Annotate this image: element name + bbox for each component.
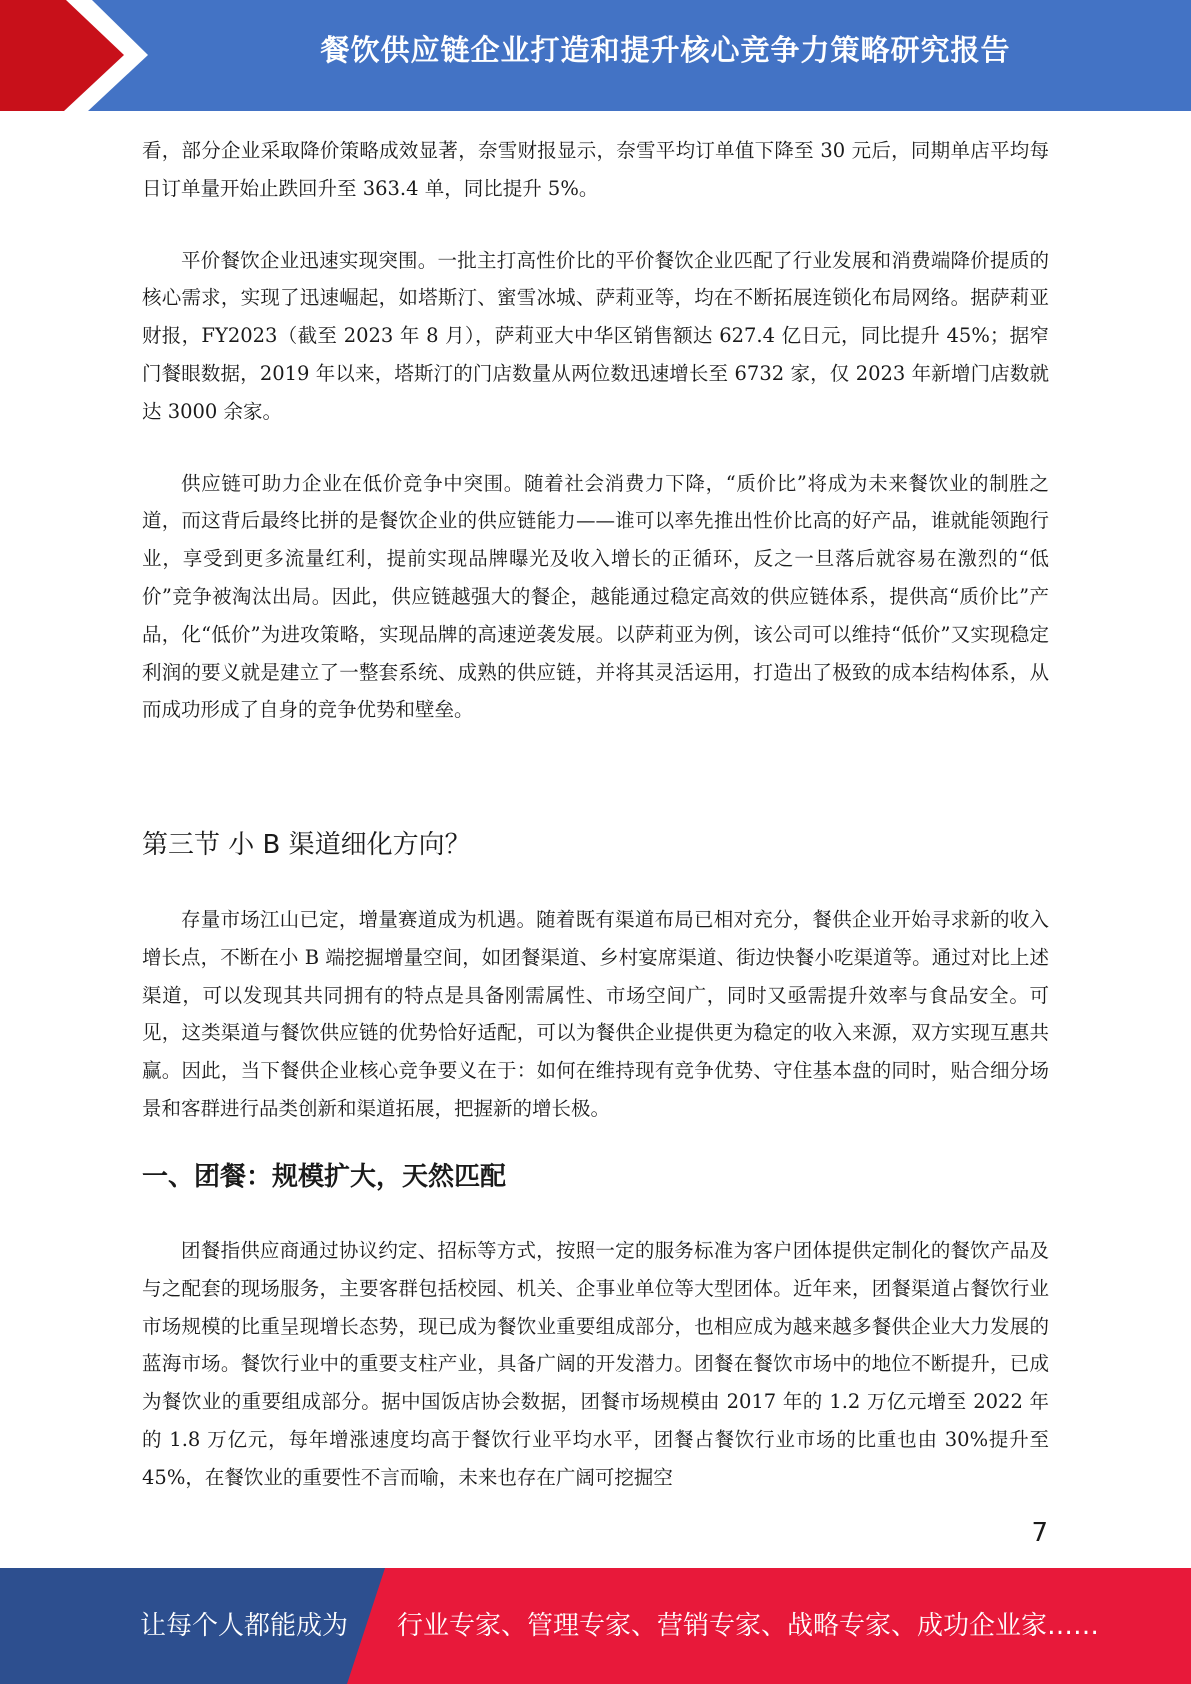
report-title: 餐饮供应链企业打造和提升核心竞争力策略研究报告 bbox=[320, 33, 1011, 67]
paragraph-incremental-market: 存量市场江山已定，增量赛道成为机遇。随着既有渠道布局已相对充分，餐供企业开始寻求新的收入增长点，不断在小 B 端挖掘增量空间，如团餐渠道、乡村宴席渠道、街边快餐小吃渠道等。通过对比上述渠道，可以发现其共同拥有的特点是具备刚需属性、市场空间广，同时又亟需提升效率与食品安全。可见，这类渠道与餐饮供应链的优势恰好适配，可以为餐供企业提供更为稳定的收入来源，双方实现互惠共赢。因此，当下餐供企业核心竞争要义在于：如何在维持现有竞争优势、守住基本盘的同时，贴合细分场景和客群进行品类创新和渠道拓展，把握新的增长极。 bbox=[142, 908, 1049, 1120]
footer-slogan-left: 让每个人都能成为 bbox=[140, 1611, 349, 1641]
section-content bbox=[142, 901, 1049, 1128]
header-arrow-decoration bbox=[0, 0, 160, 111]
paragraph-supply-chain: 供应链可助力企业在低价竞争中突围。随着社会消费力下降，“质价比”将成为未来餐饮业的制胜之道，而这背后最终比拼的是餐饮企业的供应链能力——谁可以率先推出性价比高的好产品，谁就能领跑行业，享受到更多流量红利，提前实现品牌曝光及收入增长的正循环，反之一旦落后就容易在激烈的“低价”竞争被淘汰出局。因此，供应链越强大的餐企，越能通过稳定高效的供应链体系，提供高“质价比”产品，化“低价”为进攻策略，实现品牌的高速逆袭发展。以萨莉亚为例，该公司可以维持“低价”又实现稳定利润的要义就是建立了一整套系统、成熟的供应链，并将其灵活运用，打造出了极致的成本结构体系，从而成功形成了自身的竞争优势和壁垒。 bbox=[142, 471, 1049, 722]
paragraph-group-catering: 团餐指供应商通过协议约定、招标等方式，按照一定的服务标准为客户团体提供定制化的餐饮产品及与之配套的现场服务，主要客群包括校园、机关、企事业单位等大型团体。近年来，团餐渠道占餐饮行业市场规模的比重呈现增长态势，现已成为餐饮业重要组成部分，也相应成为越来越多餐供企业大力发展的蓝海市场。餐饮行业中的重要支柱产业，具备广阔的开发潜力。团餐在餐饮市场中的地位不断提升，已成为餐饮业的重要组成部分。据中国饭店协会数据，团餐市场规模由 2017 年的 1.2 万亿元增至 2022 年的 1.8 万亿元，每年增涨速度均高于餐饮行业平均水平，团餐占餐饮行业市场的比重也由 30%提升至 45%，在餐饮业的重要性不言而喻，未来也存在广阔可挖掘空 bbox=[142, 1239, 1049, 1489]
page-content bbox=[142, 132, 1049, 729]
subsection-heading: 一、团餐：规模扩大，天然匹配 bbox=[142, 1162, 507, 1192]
page-number: 7 bbox=[1031, 1518, 1048, 1548]
footer-slogan-right: 行业专家、管理专家、营销专家、战略专家、成功企业家…… bbox=[397, 1611, 1100, 1641]
subsection-content bbox=[142, 1232, 1049, 1497]
section-heading: 第三节 小 B 渠道细化方向？ bbox=[142, 830, 471, 860]
paragraph-continuation: 看，部分企业采取降价策略成效显著，奈雪财报显示，奈雪平均订单值下降至 30 元后，同期单店平均每日订单量开始止跌回升至 363.4 单，同比提升 5%。 bbox=[142, 139, 1049, 200]
page-footer bbox=[0, 1568, 1191, 1684]
page-header bbox=[0, 0, 1191, 111]
paragraph-budget-dining: 平价餐饮企业迅速实现突围。一批主打高性价比的平价餐饮企业匹配了行业发展和消费端降价提质的核心需求，实现了迅速崛起，如塔斯汀、蜜雪冰城、萨莉亚等，均在不断拓展连锁化布局网络。据萨莉亚财报，FY2023（截至 2023 年 8 月），萨莉亚大中华区销售额达 627.4 亿日元，同比提升 45%；据窄门餐眼数据，2019 年以来，塔斯汀的门店数量从两位数迅速增长至 6732 家，仅 2023 年新增门店数就达 3000 余家。 bbox=[142, 248, 1049, 423]
